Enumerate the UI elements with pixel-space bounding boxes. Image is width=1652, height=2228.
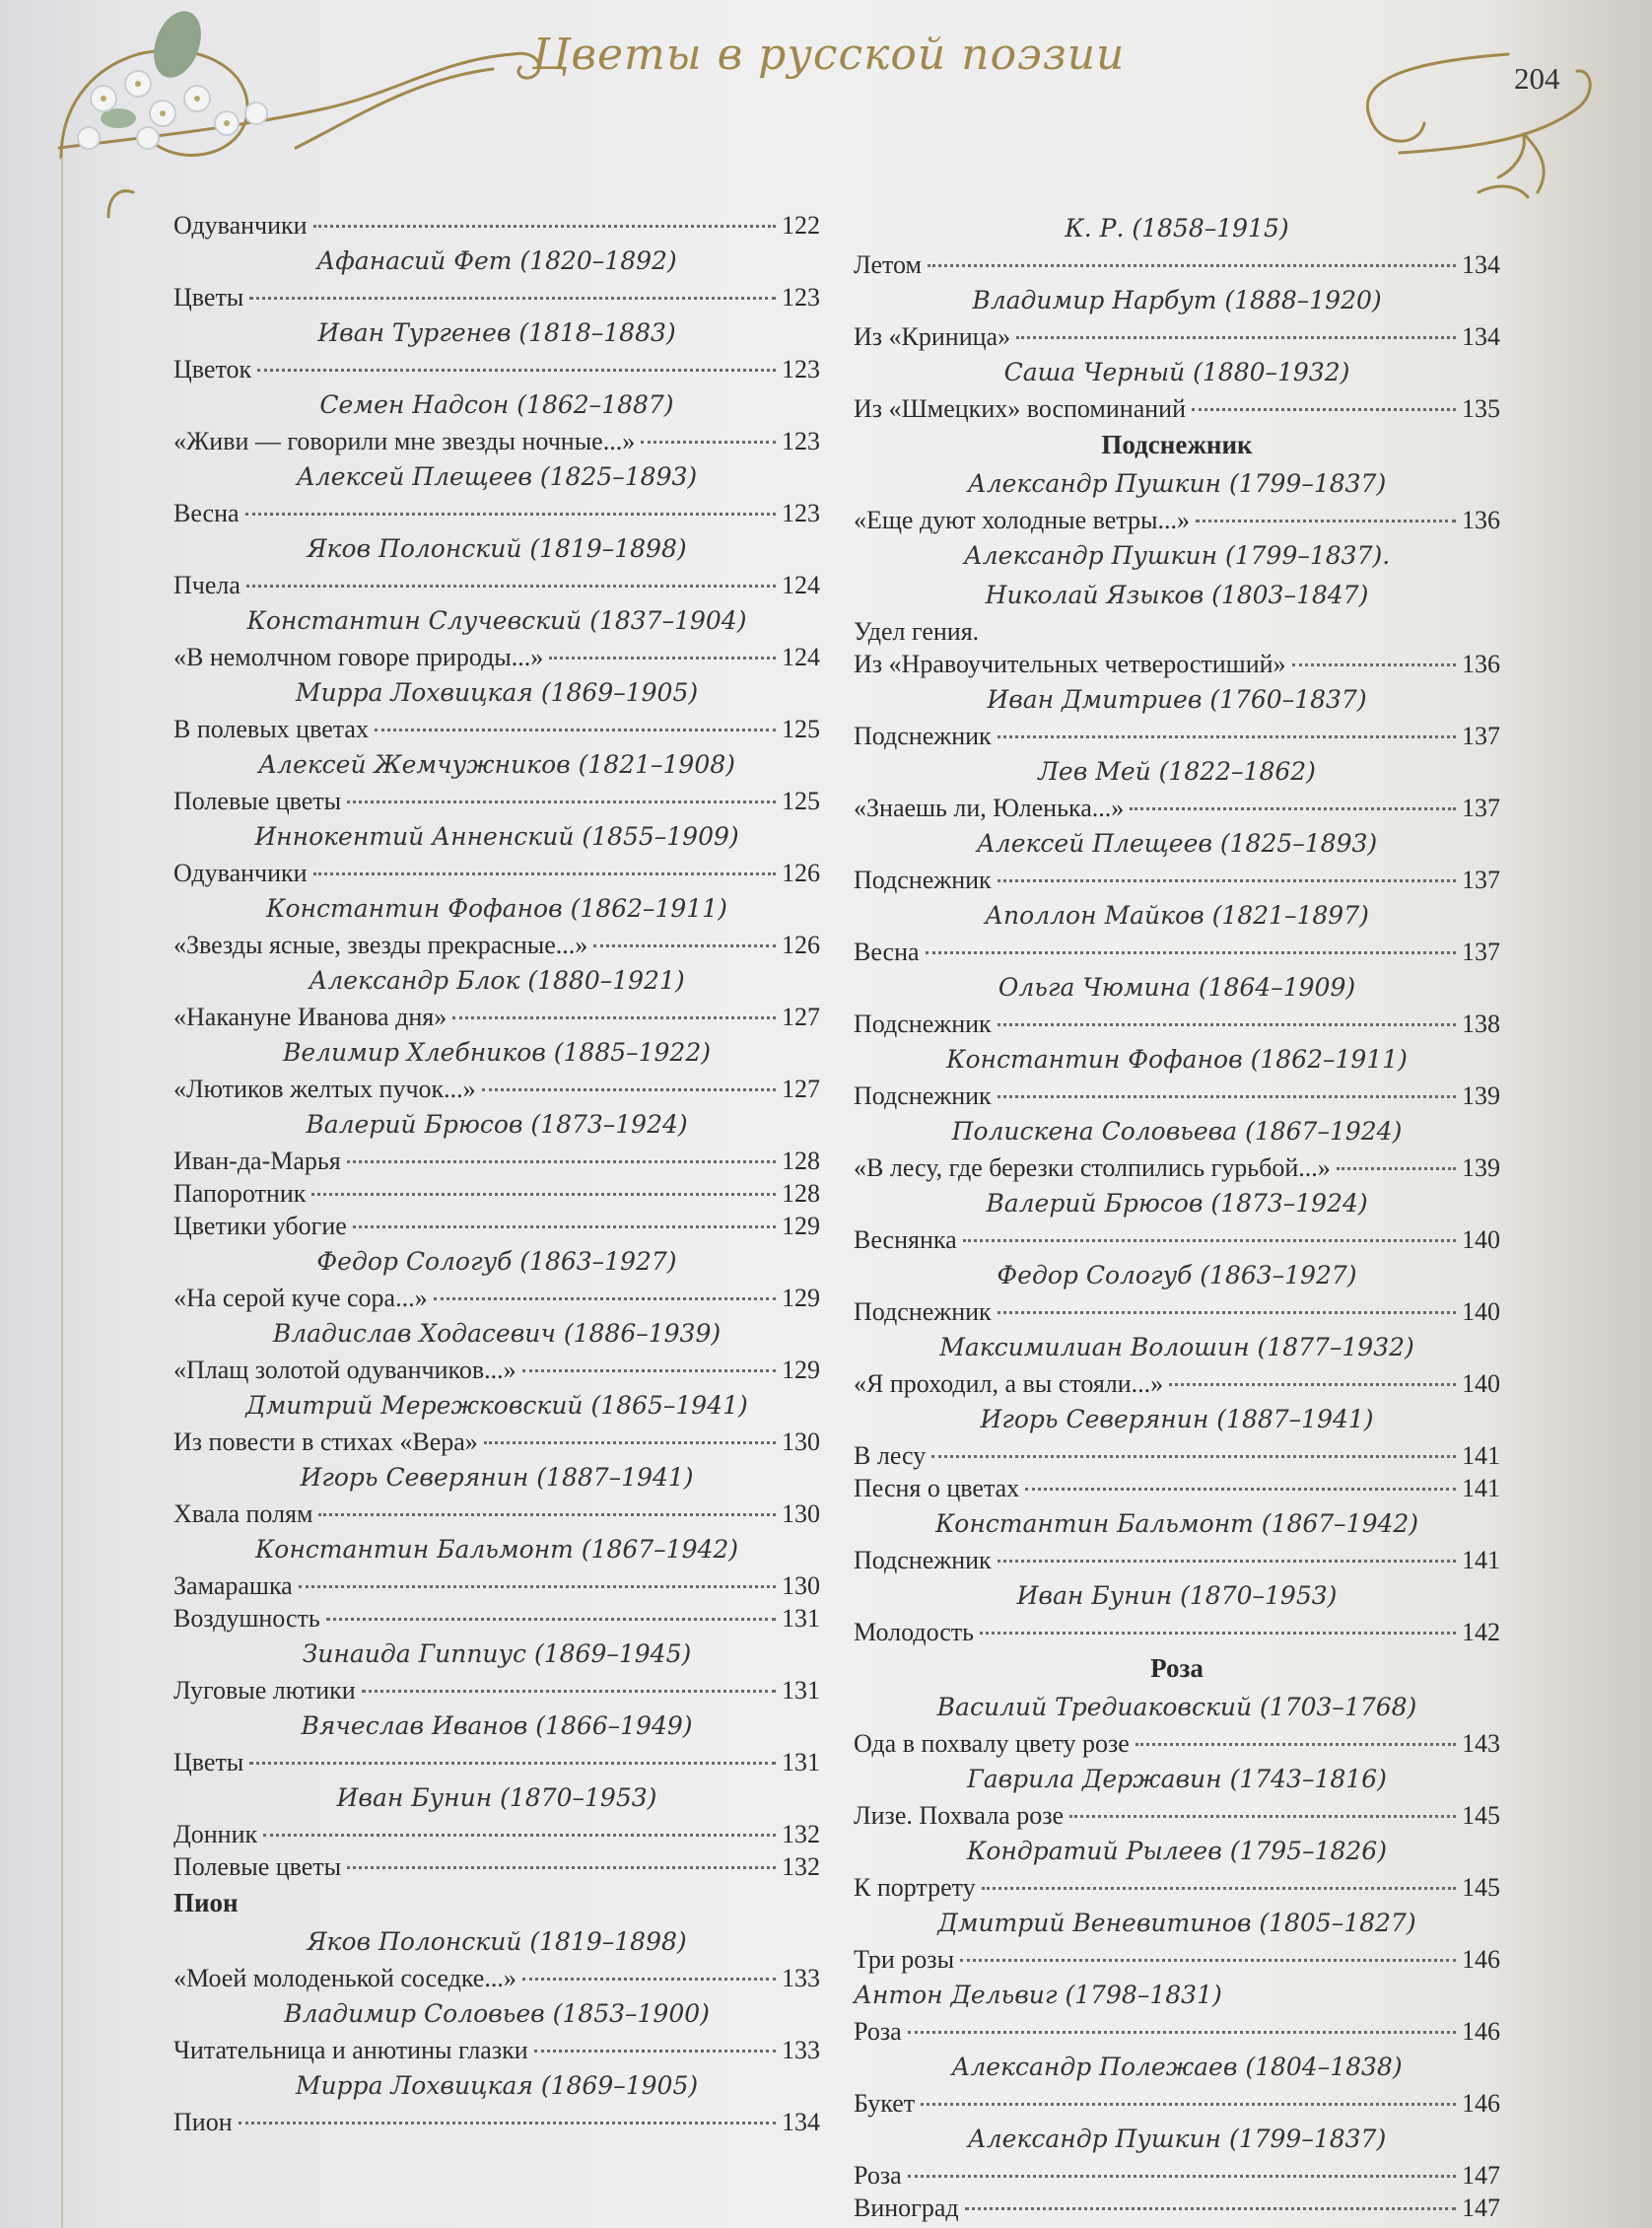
entry-title: «На серой куче сора...» — [173, 1284, 428, 1312]
dot-leader — [926, 951, 1456, 954]
toc-entry — [854, 1472, 1500, 1504]
author-heading: Мирра Лохвицкая (1869–1905) — [295, 678, 699, 707]
entry-title: Веснянка — [854, 1225, 957, 1254]
entry-title: Полевые цветы — [173, 1852, 342, 1881]
dot-leader — [522, 1978, 776, 1981]
entry-title: «Еще дуют холодные ветры...» — [854, 506, 1190, 534]
toc-entry — [173, 713, 820, 745]
entry-title: «Живи — говорили мне звезды ночные...» — [173, 427, 636, 455]
dot-leader — [928, 264, 1456, 267]
entry-page-number: 123 — [782, 283, 820, 312]
toc-entry — [173, 929, 820, 961]
entry-page-number: 128 — [782, 1147, 820, 1175]
dot-leader — [1192, 408, 1456, 411]
dot-leader — [908, 2175, 1456, 2178]
author-heading: Федор Сологуб (1863–1927) — [997, 1261, 1357, 1289]
entry-title: Донник — [173, 1820, 258, 1848]
author-heading: Зинаида Гиппиус (1869–1945) — [302, 1639, 692, 1668]
toc-entry — [854, 1439, 1500, 1472]
author-heading: Афанасий Фет (1820–1892) — [316, 246, 677, 275]
entry-page-number: 137 — [1462, 866, 1500, 894]
entry-title: Роза — [854, 2161, 902, 2190]
entry-title: Из «Криница» — [854, 322, 1011, 351]
dot-leader — [965, 2207, 1456, 2210]
entry-page-number: 131 — [782, 1748, 820, 1776]
entry-title: Воздушность — [173, 1604, 320, 1633]
author-heading: Владимир Соловьев (1853–1900) — [284, 1999, 710, 2028]
dot-leader — [960, 1959, 1456, 1962]
toc-entry — [854, 792, 1500, 824]
entry-page-number: 146 — [1462, 2017, 1500, 2046]
toc-entry — [173, 2106, 820, 2138]
author-heading: Аполлон Майков (1821–1897) — [985, 901, 1369, 930]
entry-page-number: 129 — [782, 1284, 820, 1312]
author-heading: Александр Полежаев (1804–1838) — [951, 2053, 1403, 2081]
entry-title: Одуванчики — [173, 859, 308, 887]
entry-page-number: 142 — [1462, 1618, 1500, 1646]
entry-title: Песня о цветах — [854, 1474, 1020, 1502]
dot-leader — [1069, 1815, 1456, 1818]
entry-title: Подснежник — [854, 1010, 992, 1038]
toc-entry — [173, 1497, 820, 1530]
entry-page-number: 139 — [1462, 1153, 1500, 1182]
toc-entry — [854, 720, 1500, 752]
entry-page-number: 134 — [782, 2108, 820, 2136]
entry-title: «Звезды ясные, звезды прекрасные...» — [173, 931, 588, 959]
entry-page-number: 141 — [1462, 1441, 1500, 1470]
toc-entry — [854, 2192, 1500, 2224]
toc-entry — [854, 2015, 1500, 2048]
entry-page-number: 122 — [782, 211, 820, 240]
toc-entry — [173, 1602, 820, 1635]
toc-entry — [173, 1426, 820, 1458]
toc-entry — [173, 425, 820, 457]
toc-column-left — [173, 209, 820, 2138]
entry-page-number: 143 — [1462, 1729, 1500, 1758]
entry-page-number: 129 — [782, 1212, 820, 1240]
entry-page-number: 123 — [782, 499, 820, 527]
entry-title: «В немолчном говоре природы...» — [173, 643, 544, 671]
toc-entry — [173, 1210, 820, 1242]
entry-page-number: 129 — [782, 1356, 820, 1384]
author-heading: Дмитрий Веневитинов (1805–1827) — [937, 1909, 1416, 1937]
entry-title: Весна — [854, 938, 920, 966]
entry-title: Цветы — [173, 283, 244, 312]
author-heading: Владислав Ходасевич (1886–1939) — [272, 1319, 722, 1348]
entry-page-number: 136 — [1462, 650, 1500, 678]
dot-leader — [318, 1513, 776, 1516]
entry-page-number: 123 — [782, 427, 820, 455]
dot-leader — [239, 2122, 776, 2124]
entry-title: Пчела — [173, 571, 241, 599]
entry-title: Три розы — [854, 1945, 955, 1974]
entry-page-number: 139 — [1462, 1081, 1500, 1110]
entry-page-number: 140 — [1462, 1369, 1500, 1398]
entry-title: «Лютиков желтых пучок...» — [173, 1075, 476, 1103]
author-heading: Алексей Плещеев (1825–1893) — [296, 462, 698, 491]
entry-title: Цветы — [173, 1748, 244, 1776]
toc-entry — [854, 320, 1500, 353]
entry-title: Летом — [854, 250, 922, 279]
author-heading: Иннокентий Анненский (1855–1909) — [254, 822, 739, 851]
author-heading: Полискена Соловьева (1867–1924) — [951, 1117, 1403, 1146]
entry-title: Хвала полям — [173, 1499, 313, 1528]
entry-title: «В лесу, где березки столпились гурьбой...» — [854, 1153, 1331, 1182]
dot-leader — [313, 872, 776, 875]
dot-leader — [482, 1088, 776, 1091]
dot-leader — [452, 1016, 776, 1019]
entry-page-number: 131 — [782, 1676, 820, 1705]
dot-leader — [593, 944, 776, 947]
entry-title: Пион — [173, 2108, 233, 2136]
toc-entry — [173, 1962, 820, 1994]
entry-title: Ода в похвалу цвету розе — [854, 1729, 1130, 1758]
toc-entry — [173, 497, 820, 529]
author-heading: Алексей Жемчужников (1821–1908) — [258, 750, 735, 779]
author-heading: Яков Полонский (1819–1898) — [307, 534, 687, 563]
author-heading: Мирра Лохвицкая (1869–1905) — [295, 2071, 699, 2100]
entry-page-number: 134 — [1462, 250, 1500, 279]
toc-entry — [854, 1223, 1500, 1256]
dot-leader — [484, 1441, 776, 1444]
book-title: Цветы в русской поэзии — [532, 30, 1126, 80]
dot-leader — [311, 1193, 776, 1196]
toc-entry — [854, 648, 1500, 680]
dot-leader — [347, 801, 776, 803]
entry-page-number: 141 — [1462, 1474, 1500, 1502]
dot-leader — [1196, 520, 1456, 522]
toc-entry — [173, 857, 820, 889]
author-heading: Дмитрий Мережковский (1865–1941) — [245, 1391, 748, 1420]
entry-page-number: 135 — [1462, 394, 1500, 423]
author-heading: Вячеслав Иванов (1866–1949) — [301, 1711, 693, 1740]
entry-title: Одуванчики — [173, 211, 308, 240]
author-heading: Константин Фофанов (1862–1911) — [266, 894, 727, 923]
entry-title: В лесу — [854, 1441, 927, 1470]
dot-leader — [1136, 1743, 1456, 1746]
entry-title: Подснежник — [854, 722, 992, 750]
dot-leader — [353, 1225, 776, 1228]
author-heading: Иван Дмитриев (1760–1837) — [987, 685, 1367, 714]
entry-title: Подснежник — [854, 1297, 992, 1326]
author-heading: Василий Тредиаковский (1703–1768) — [936, 1693, 1417, 1721]
author-heading: Кондратий Рылеев (1795–1826) — [967, 1837, 1387, 1865]
toc-entry — [854, 936, 1500, 968]
entry-title: Из «Нравоучительных четверостиший» — [854, 650, 1286, 678]
author-heading: Велимир Хлебников (1885–1922) — [282, 1038, 712, 1067]
entry-title: «Накануне Иванова дня» — [173, 1003, 447, 1031]
toc-column-right — [854, 209, 1500, 2224]
author-heading: Саша Черный (1880–1932) — [1003, 358, 1350, 386]
dot-leader — [1337, 1167, 1456, 1170]
entry-title: Виноград — [854, 2193, 959, 2222]
dot-leader — [1169, 1383, 1456, 1386]
toc-entry — [173, 785, 820, 817]
entry-page-number: 145 — [1462, 1801, 1500, 1830]
toc-entry — [854, 392, 1500, 425]
entry-page-number: 126 — [782, 859, 820, 887]
entry-page-number: 130 — [782, 1571, 820, 1600]
toc-entry — [173, 1354, 820, 1386]
toc-entry — [173, 1746, 820, 1778]
entry-title: «Я проходил, а вы стояли...» — [854, 1369, 1164, 1398]
toc-entry — [173, 1850, 820, 1883]
entry-page-number: 131 — [782, 1604, 820, 1633]
toc-entry — [854, 2087, 1500, 2120]
entry-page-number: 125 — [782, 787, 820, 815]
author-heading: Владимир Нарбут (1888–1920) — [972, 286, 1382, 314]
entry-title: В полевых цветах — [173, 715, 369, 743]
dot-leader — [908, 2031, 1456, 2034]
toc-entry — [173, 1073, 820, 1105]
entry-title: «Моей молоденькой соседке...» — [173, 1964, 516, 1992]
toc-entry — [173, 1569, 820, 1602]
page-number: 204 — [1514, 61, 1560, 96]
entry-page-number: 147 — [1462, 2161, 1500, 2190]
author-heading: Константин Бальмонт (1867–1942) — [254, 1535, 739, 1564]
toc-entry — [854, 864, 1500, 896]
author-heading: Иван Тургенев (1818–1883) — [317, 318, 676, 347]
entry-page-number: 140 — [1462, 1225, 1500, 1254]
dot-leader — [998, 1311, 1456, 1314]
entry-title: «Знаешь ли, Юленька...» — [854, 794, 1125, 822]
author-heading: Игорь Северянин (1887–1941) — [980, 1405, 1374, 1433]
toc-entry — [173, 1282, 820, 1314]
toc-entry — [854, 1079, 1500, 1112]
author-heading: К. Р. (1858–1915) — [1065, 214, 1289, 243]
entry-page-number: 137 — [1462, 794, 1500, 822]
toc-entry — [854, 1367, 1500, 1400]
entry-page-number: 130 — [782, 1499, 820, 1528]
margin-rule — [61, 158, 63, 2228]
entry-page-number: 136 — [1462, 506, 1500, 534]
entry-title: Замарашка — [173, 1571, 293, 1600]
entry-title: Читательница и анютины глазки — [173, 2036, 528, 2064]
author-heading: Иван Бунин (1870–1953) — [336, 1783, 657, 1812]
entry-page-number: 137 — [1462, 722, 1500, 750]
dot-leader — [980, 1632, 1456, 1635]
entry-title: К портрету — [854, 1873, 976, 1902]
dot-leader — [249, 297, 776, 300]
toc-entry — [173, 1145, 820, 1177]
author-heading: Ольга Чюмина (1864–1909) — [998, 973, 1356, 1002]
toc-entry — [854, 1295, 1500, 1328]
author-heading: Максимилиан Волошин (1877–1932) — [939, 1333, 1414, 1361]
entry-title: Подснежник — [854, 1546, 992, 1574]
entry-page-number: 124 — [782, 571, 820, 599]
toc-entry — [854, 1544, 1500, 1576]
toc-entry — [854, 1151, 1500, 1184]
author-heading: Александр Блок (1880–1921) — [309, 966, 685, 995]
entry-page-number: 123 — [782, 355, 820, 383]
dot-leader — [641, 441, 776, 444]
entry-page-number: 130 — [782, 1427, 820, 1456]
entry-title: Весна — [173, 499, 240, 527]
author-heading: Гаврила Державин (1743–1816) — [967, 1765, 1387, 1793]
dot-leader — [534, 2050, 776, 2053]
entry-page-number: 127 — [782, 1003, 820, 1031]
author-heading: Игорь Северянин (1887–1941) — [300, 1463, 694, 1492]
dot-leader — [347, 1160, 776, 1163]
toc-entry — [854, 1943, 1500, 1976]
entry-title: Подснежник — [854, 1081, 992, 1110]
dot-leader — [998, 1095, 1456, 1098]
toc-entry — [854, 1799, 1500, 1832]
dot-leader — [1130, 807, 1456, 810]
entry-page-number: 125 — [782, 715, 820, 743]
flower-section-heading: Пион — [173, 1888, 239, 1917]
toc-entry — [173, 209, 820, 242]
entry-title: Иван-да-Марья — [173, 1147, 341, 1175]
entry-title: Луговые лютики — [173, 1676, 356, 1705]
dot-leader — [982, 1887, 1456, 1890]
dot-leader — [246, 585, 776, 588]
dot-leader — [434, 1297, 776, 1300]
dot-leader — [1025, 1488, 1456, 1491]
entry-title: Молодость — [854, 1618, 974, 1646]
author-heading: Антон Дельвиг (1798–1831) — [854, 1981, 1222, 2009]
toc-entry — [173, 281, 820, 313]
toc-entry — [854, 1616, 1500, 1648]
entry-page-number: 141 — [1462, 1546, 1500, 1574]
author-heading: Александр Пушкин (1799–1837) — [967, 469, 1387, 498]
toc-entry — [854, 1008, 1500, 1040]
entry-title: Папоротник — [173, 1179, 307, 1208]
author-heading: Федор Сологуб (1863–1927) — [316, 1247, 677, 1276]
dot-leader — [931, 1455, 1456, 1458]
entry-page-number: 132 — [782, 1820, 820, 1848]
dot-leader — [245, 513, 776, 516]
dot-leader — [263, 1834, 776, 1837]
entry-page-number: 132 — [782, 1852, 820, 1881]
author-heading: Валерий Брюсов (1873–1924) — [306, 1110, 688, 1139]
entry-page-number: 127 — [782, 1075, 820, 1103]
toc-entry — [173, 1674, 820, 1706]
entry-page-number: 124 — [782, 643, 820, 671]
dot-leader — [963, 1239, 1456, 1242]
author-heading: Константин Случевский (1837–1904) — [246, 606, 747, 635]
toc-entry — [854, 504, 1500, 536]
dot-leader — [998, 1023, 1456, 1026]
author-heading: Алексей Плещеев (1825–1893) — [976, 829, 1378, 858]
toc-entry — [854, 1727, 1500, 1760]
author-heading: Николай Языков (1803–1847) — [985, 581, 1369, 609]
toc-entry — [173, 353, 820, 385]
author-heading: Константин Фофанов (1862–1911) — [946, 1045, 1408, 1074]
entry-page-number: 133 — [782, 2036, 820, 2064]
entry-title: Подснежник — [854, 866, 992, 894]
toc-entry — [854, 2159, 1500, 2192]
entry-title: Из повести в стихах «Вера» — [173, 1427, 478, 1456]
entry-page-number: 146 — [1462, 2089, 1500, 2118]
toc-entry — [173, 569, 820, 601]
toc-entry — [173, 2034, 820, 2066]
entry-page-number: 134 — [1462, 322, 1500, 351]
dot-leader — [921, 2103, 1456, 2106]
toc-entry — [854, 1871, 1500, 1904]
entry-title: Лизе. Похвала розе — [854, 1801, 1065, 1830]
author-heading: Иван Бунин (1870–1953) — [1016, 1581, 1338, 1610]
entry-page-number: 147 — [1462, 2193, 1500, 2222]
dot-leader — [1292, 663, 1456, 666]
author-heading: Яков Полонский (1819–1898) — [307, 1927, 687, 1956]
dot-leader — [375, 729, 776, 731]
dot-leader — [362, 1690, 776, 1693]
toc-entry — [173, 1001, 820, 1033]
entry-page-number: 138 — [1462, 1010, 1500, 1038]
entry-subtitle: Удел гения. — [854, 617, 980, 646]
dot-leader — [326, 1618, 776, 1621]
author-heading: Александр Пушкин (1799–1837) — [967, 2124, 1387, 2153]
entry-page-number: 137 — [1462, 938, 1500, 966]
entry-page-number: 133 — [782, 1964, 820, 1992]
dot-leader — [549, 657, 776, 660]
entry-title: Полевые цветы — [173, 787, 342, 815]
author-heading: Лев Мей (1822–1862) — [1038, 757, 1316, 786]
dot-leader — [347, 1866, 776, 1869]
author-heading: Валерий Брюсов (1873–1924) — [986, 1189, 1368, 1218]
entry-title: Цветок — [173, 355, 252, 383]
toc-entry — [854, 248, 1500, 281]
dot-leader — [313, 225, 776, 228]
dot-leader — [998, 879, 1456, 882]
dot-leader — [249, 1762, 776, 1765]
entry-page-number: 126 — [782, 931, 820, 959]
toc-entry — [173, 641, 820, 673]
flower-section-heading: Подснежник — [1101, 430, 1253, 459]
author-heading: Константин Бальмонт (1867–1942) — [934, 1509, 1419, 1538]
dot-leader — [257, 369, 776, 372]
dot-leader — [522, 1369, 776, 1372]
toc-entry — [173, 1818, 820, 1850]
author-heading: Семен Надсон (1862–1887) — [319, 390, 674, 419]
dot-leader — [299, 1585, 776, 1588]
entry-title: «Плащ золотой одуванчиков...» — [173, 1356, 516, 1384]
entry-title: Букет — [854, 2089, 916, 2118]
toc-entry — [173, 1177, 820, 1210]
entry-page-number: 145 — [1462, 1873, 1500, 1902]
entry-page-number: 128 — [782, 1179, 820, 1208]
author-heading: Александр Пушкин (1799–1837). — [963, 541, 1391, 570]
dot-leader — [1016, 336, 1456, 339]
entry-page-number: 140 — [1462, 1297, 1500, 1326]
flower-section-heading: Роза — [1150, 1653, 1204, 1683]
dot-leader — [998, 1560, 1456, 1563]
entry-title: Роза — [854, 2017, 902, 2046]
dot-leader — [998, 735, 1456, 738]
entry-title: Цветики убогие — [173, 1212, 347, 1240]
entry-title: Из «Шмецких» воспоминаний — [854, 394, 1186, 423]
entry-page-number: 146 — [1462, 1945, 1500, 1974]
